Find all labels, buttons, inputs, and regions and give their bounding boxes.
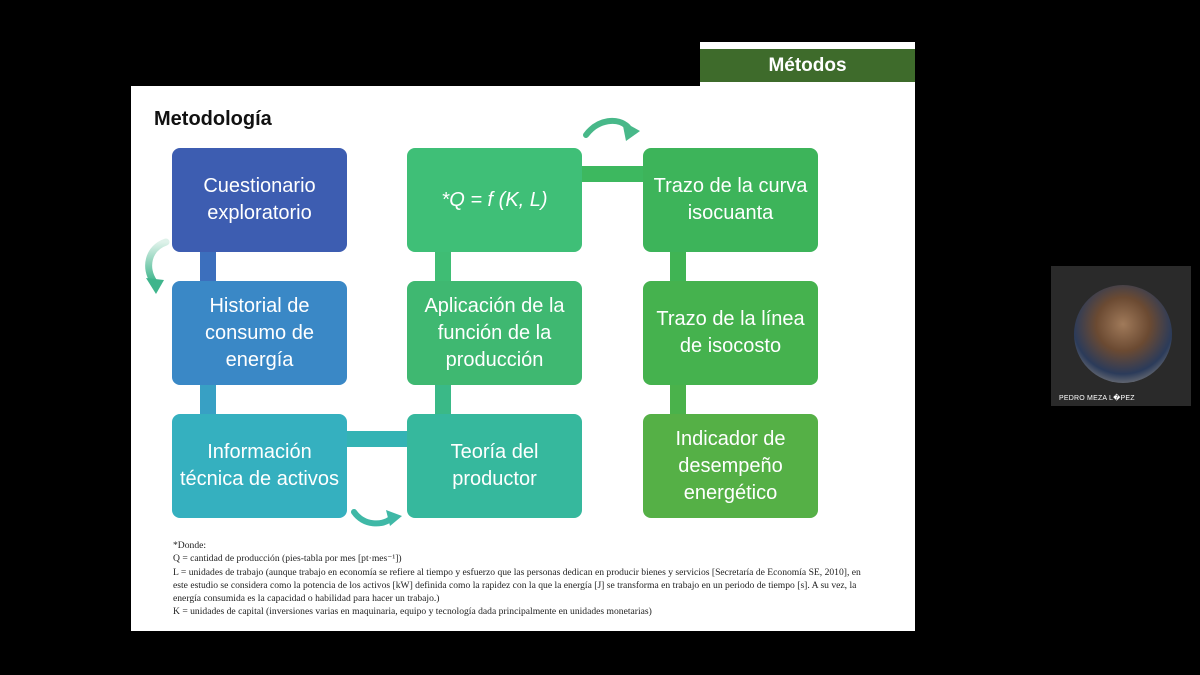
footnote-line: K = unidades de capital (inversiones varias en maquinaria, equipo y tecnología dada principalmente en unidades monetarias) xyxy=(173,606,652,618)
slide-title: Metodología xyxy=(154,108,272,130)
footnote-line: Q = cantidad de producción (pies-tabla por mes [pt·mes⁻¹]) xyxy=(173,553,402,565)
flow-box-indicator: Indicador de desempeño energético xyxy=(643,414,818,518)
connector xyxy=(200,252,216,282)
curved-arrow-icon xyxy=(582,115,642,145)
connector xyxy=(670,252,686,282)
flow-box-isocost: Trazo de la línea de isocosto xyxy=(643,281,818,385)
curved-arrow-icon xyxy=(350,500,404,530)
connector xyxy=(200,385,216,415)
participant-name: PEDRO MEZA L�PEZ xyxy=(1059,395,1135,402)
section-tab-label: Métodos xyxy=(700,49,915,82)
connector xyxy=(670,385,686,415)
flow-box-production-function: *Q = f (K, L) xyxy=(407,148,582,252)
connector xyxy=(435,252,451,282)
flow-box-isoquant: Trazo de la curva isocuanta xyxy=(643,148,818,252)
connector xyxy=(582,166,644,182)
flow-box-application: Aplicación de la función de la producción xyxy=(407,281,582,385)
participant-avatar xyxy=(1074,285,1172,383)
connector xyxy=(347,431,407,447)
footnote xyxy=(173,539,863,619)
flow-box-asset-info: Información técnica de activos xyxy=(172,414,347,518)
flow-box-questionnaire: Cuestionario exploratorio xyxy=(172,148,347,252)
footnote-line: *Donde: xyxy=(173,540,207,551)
footnote-line: L = unidades de trabajo (aunque trabajo en economía se refiere al tiempo y esfuerzo que las personas dedican en producir bienes y servicios [Secretaría de Economía SE, 2010], en este estudio se considera como la potencia de los activos [kW] definida como la rapidez con la que la energía [J] se transforma en trabajo en un periodo de tiempo [s]. A su vez, la energía consumida es la capacidad o habilidad para hacer un trabajo.) xyxy=(173,566,861,605)
connector xyxy=(435,385,451,415)
flow-box-producer-theory: Teoría del productor xyxy=(407,414,582,518)
flow-box-energy-history: Historial de consumo de energía xyxy=(172,281,347,385)
curved-arrow-icon xyxy=(140,238,174,296)
section-tab xyxy=(700,42,915,86)
